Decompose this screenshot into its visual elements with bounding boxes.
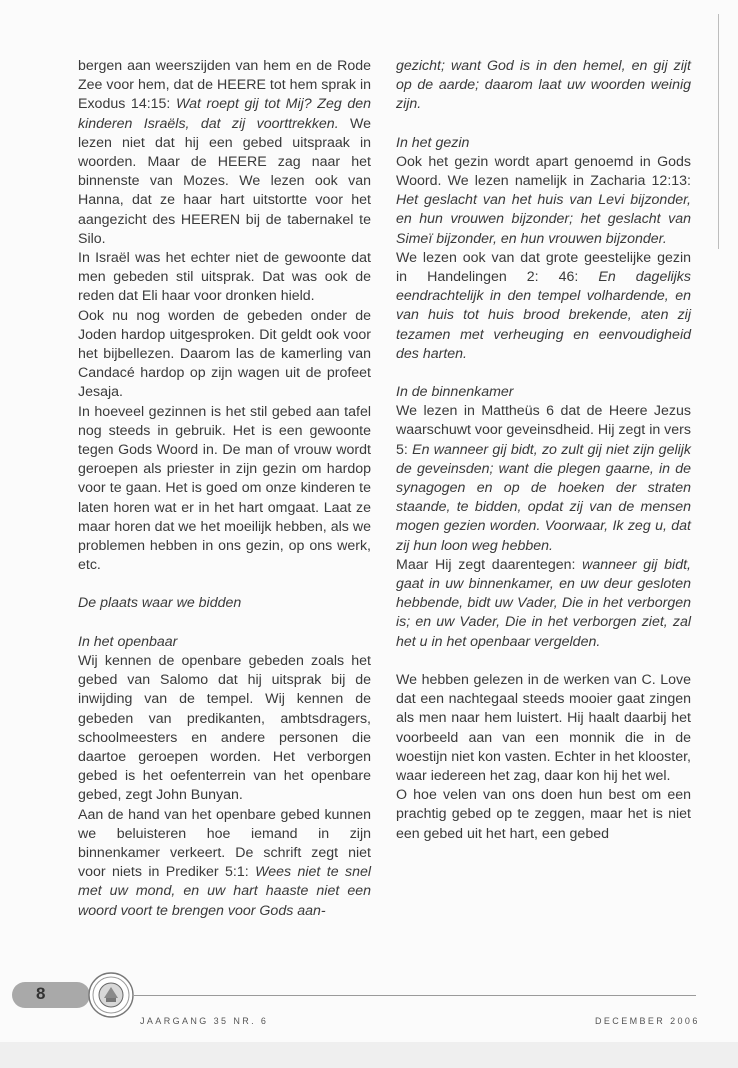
paragraph: We hebben gelezen in de werken van C. Love dat een nachtegaal steeds mooier gaat zingen als men naar hem luistert. Hij haalt daarbij het voorbeeld aan van een monnik die in de woestijn niet kon vasten. Echter in het klooster, waar iedereen het zag, daar kon hij het wel. [396,671,691,784]
left-column [78,57,371,921]
paragraph: O hoe velen van ons doen hun best om een prachtig gebed op te zeggen, maar het is niet een gebed uit het hart, een gebed [396,787,691,842]
paragraph: We lezen in Mattheüs 6 dat de Heere Jezus waarschuwt voor geveinsdheid. Hij zegt in vers 5: En wanneer gij bidt, zo zult gij niet zijn gelijk de geveinsden; want die plegen gaarne, in de synagogen en op de hoeken der straten staande, te bidden, opdat zij van de mensen mogen gezien worden. Voorwaar, Ik zeg u, dat zij hun loon weg hebben. [396,403,692,554]
paragraph: Aan de hand van het openbare gebed kunnen we beluisteren hoe iemand in zijn binnenkamer verkeert. De schrift zegt niet voor niets in Prediker 5:1: Wees niet te snel met uw mond, en uw hart haaste niet een woord voort te brengen voor Gods aan- [78,806,371,919]
section-heading: De plaats waar we bidden [78,595,242,612]
paragraph: In Israël was het echter niet de gewoonte dat men gebeden stil uitsprak. Dat was ook de reden dat Eli haar voor dronken hield. [78,250,371,305]
paragraph: Wij kennen de openbare gebeden zoals het gebed van Salomo dat hij uitsprak bij de inwijding van de tempel. Wij kennen de gebeden van predikanten, ambtsdragers, schoolmeesters en andere personen die daartoe geroepen worden. Het verborgen gebed is het oefenterrein van het openbare gebed, zegt John Bunyan. [78,652,371,804]
footer-volume: JAARGANG 35 NR. 6 [140,1016,269,1026]
right-column [396,57,691,844]
paragraph: Maar Hij zegt daarentegen: wanneer gij bidt, gaat in uw binnenkamer, en uw deur gesloten hebbende, bidt uw Vader, Die in het verborgen is; en uw Vader, Die in het verborgen ziet, zal het u in het openbaar vergelden. [396,556,691,650]
paragraph: Ook nu nog worden de gebeden onder de Joden hardop uitgesproken. Dit geldt ook voor het bijbellezen. Daarom las de kamerling van Candacé hardop op zijn wagen uit de profeet Jesaja. [78,307,371,401]
subsection-heading: In het gezin [396,134,470,151]
footer-date: DECEMBER 2006 [595,1016,700,1026]
paragraph: bergen aan weerszijden van hem en de Rode Zee voor hem, dat de HEERE tot hem sprak in Exodus 14:15: Wat roept gij tot Mij? Zeg den kinderen Israëls, dat zij voorttrekken. We lezen niet dat hij een gebed uitspraak in woorden. Maar de HEERE zag naar het binnenste van Mozes. We lezen ook van Hanna, dat ze haar hart uitstortte voor het aangezicht des HEEREN bij de tabernakel te Silo. [78,58,372,247]
paragraph: Ook het gezin wordt apart genoemd in Gods Woord. We lezen namelijk in Zacharia 12:13: Het geslacht van het huis van Levi bijzonder, en hun vrouwen bijzonder; het geslacht van Simeï bijzonder, en hun vrouwen bijzonder. [396,153,691,247]
page-number: 8 [36,984,46,1003]
paragraph: In hoeveel gezinnen is het stil gebed aan tafel nog steeds in gebruik. Het is een gewoonte tegen Gods Woord in. De man of vrouw wordt geroepen als priester in zijn gezin om hardop voor te gaan. Het is goed om onze kinderen te laten horen wat er in het hart omgaat. Laat ze maar horen dat we het moeilijk hebben, als we problemen hebben in ons gezin, op ons werk, etc. [78,403,371,574]
page-number-pill [12,982,90,1008]
paragraph: We lezen ook van dat grote geestelijke gezin in Handelingen 2: 46: En dagelijks eendrachtelijk in den tempel volhardende, en van huis tot huis brood brekende, aten zij tezamen met verheuging en eenvoudigheid des harten. [396,249,691,362]
footer-rule [134,995,696,996]
subsection-heading: In het openbaar [78,633,178,650]
page-bottom-edge [0,1042,738,1068]
subsection-heading: In de binnenkamer [396,384,514,401]
seal-logo-icon [88,972,134,1018]
margin-rule [718,14,719,249]
paragraph: gezicht; want God is in den hemel, en gij zijt op de aarde; daarom laat uw woorden weinig zijn. [396,58,691,113]
